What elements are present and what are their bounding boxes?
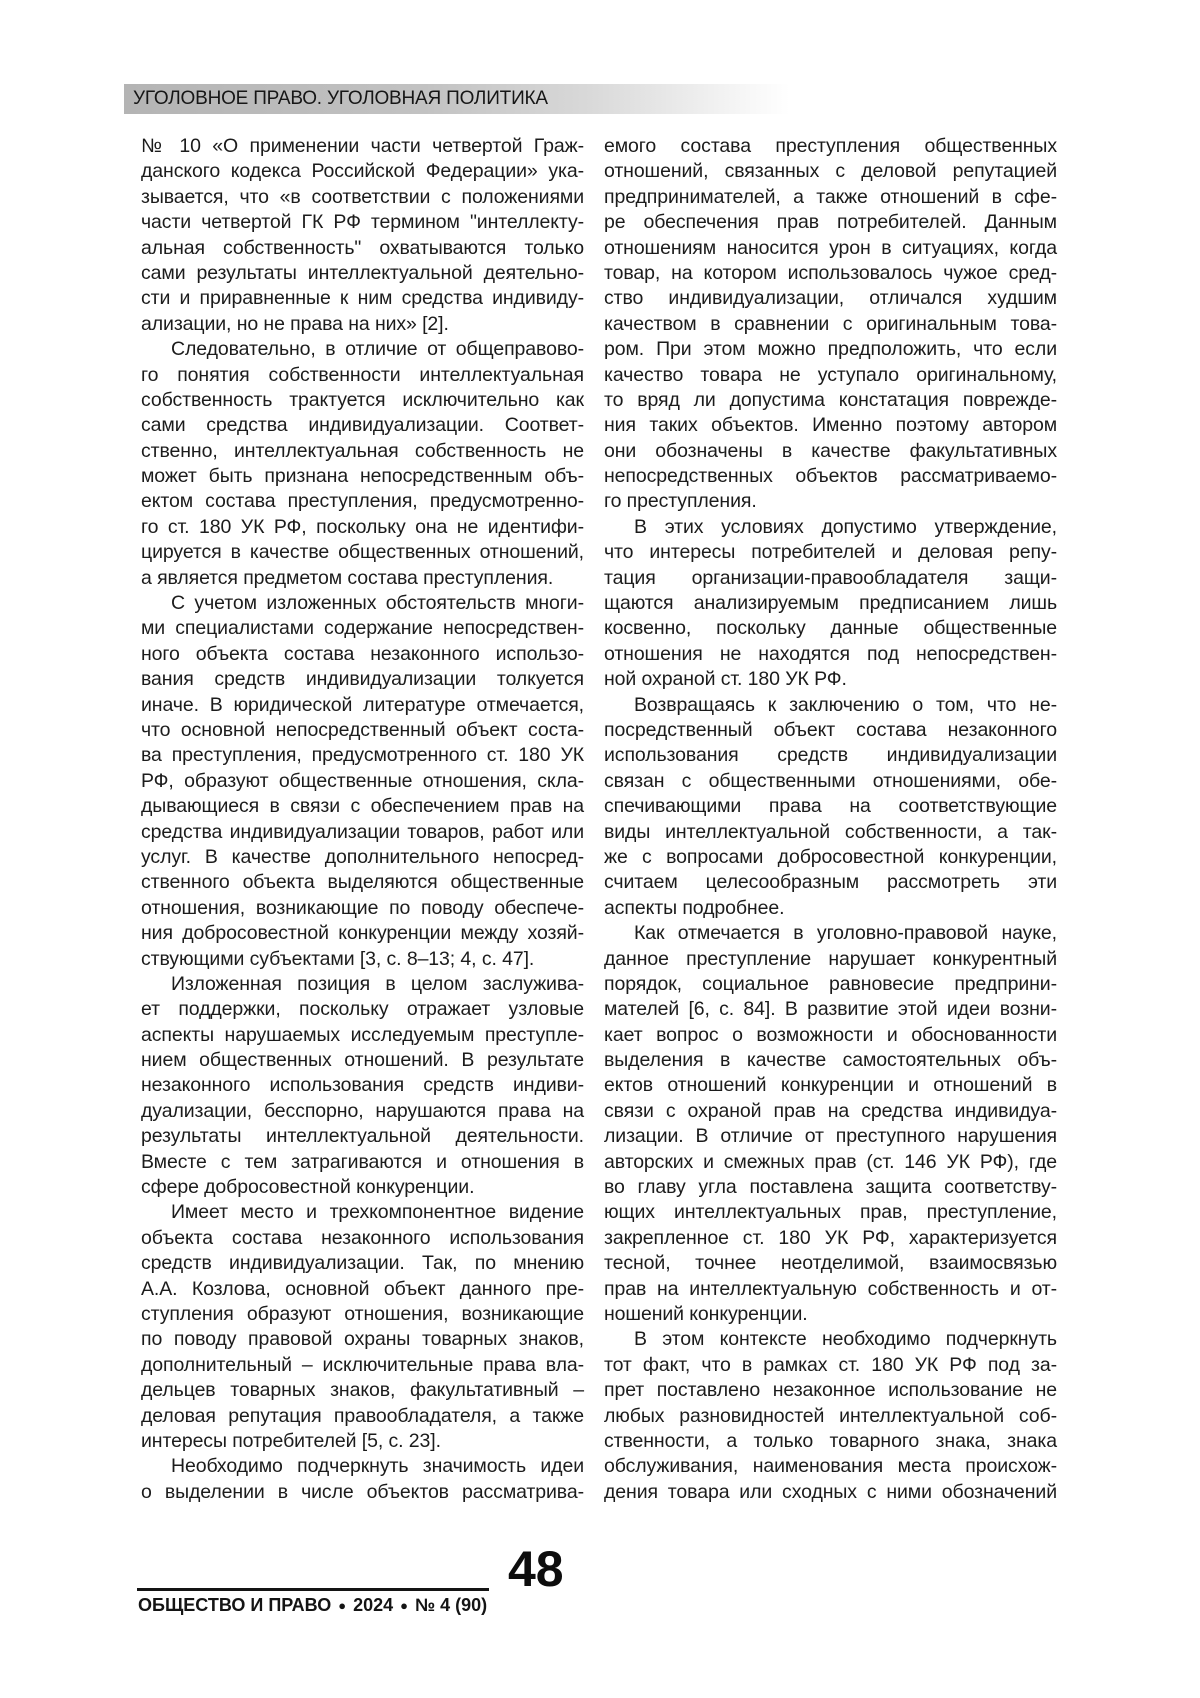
text-line: использования средств индивидуализации <box>604 744 1057 767</box>
journal-footer <box>138 1595 487 1616</box>
paragraph <box>604 921 1057 1327</box>
text-line: щаются анализируемым предписанием лишь <box>604 592 1057 615</box>
text-line: нием общественных отношений. В результате <box>141 1049 584 1072</box>
footer-journal-name: ОБЩЕСТВО И ПРАВО <box>138 1595 332 1615</box>
text-line: аспекты подробнее. <box>604 896 785 919</box>
text-line: Как отмечается в уголовно-правовой науке, <box>634 922 1057 945</box>
text-line: ношений конкуренции. <box>604 1302 808 1325</box>
text-line: результаты интеллектуальной деятельности. <box>141 1125 584 1148</box>
text-line: тот факт, что в рамках ст. 180 УК РФ под за- <box>604 1353 1057 1376</box>
text-line: иначе. В юридической литературе отмечается, <box>141 693 584 716</box>
text-line: ва преступления, предусмотренного ст. 180 УК <box>141 744 584 767</box>
paragraph <box>141 337 584 591</box>
text-line: ступления образуют отношения, возникающие <box>141 1302 584 1325</box>
text-line: ство индивидуализации, отличался худшим <box>604 287 1057 310</box>
text-line: сами средства индивидуализации. Соответ- <box>141 414 584 437</box>
text-line: ектом состава преступления, предусмотренно- <box>141 490 584 513</box>
text-line: что интересы потребителей и деловая репу- <box>604 541 1057 564</box>
text-line: средств индивидуализации. Так, по мнению <box>141 1252 584 1275</box>
text-line: порядок, социальное равновесие предприни- <box>604 972 1057 995</box>
text-line: данное преступление нарушает конкурентный <box>604 947 1057 970</box>
paragraph <box>141 972 584 1201</box>
text-line: дения товара или сходных с ними обозначений <box>604 1480 1057 1503</box>
text-line: услуг. В качестве дополнительного непосред- <box>141 845 584 868</box>
text-line: дельцев товарных знаков, факультативный – <box>141 1379 584 1402</box>
text-column-left <box>141 134 584 1505</box>
text-line: № 10 «О применении части четвертой Граж- <box>141 135 584 157</box>
section-header-band <box>124 84 790 114</box>
text-line: ственности, а только товарного знака, знака <box>604 1429 1057 1452</box>
text-line: ектов отношений конкуренции и отношений в <box>604 1074 1057 1097</box>
text-line: дополнительный – исключительные права вла- <box>141 1353 584 1376</box>
text-line: посредственный объект состава незаконного <box>604 718 1057 741</box>
paragraph <box>604 515 1057 693</box>
text-line: что основной непосредственный объект соста- <box>141 718 584 741</box>
text-line: Возвращаясь к заключению о том, что не- <box>634 693 1057 716</box>
text-line: спечивающими права на соответствующие <box>604 795 1057 818</box>
text-line: вания средств индивидуализации толкуется <box>141 668 584 691</box>
text-line: любых разновидностей интеллектуальной соб- <box>604 1404 1057 1427</box>
text-line: ного объекта состава незаконного использо- <box>141 642 584 665</box>
text-line: цируется в качестве общественных отношений, <box>141 541 584 564</box>
text-line: го ст. 180 УК РФ, поскольку она не идентифи- <box>141 515 584 538</box>
text-line: мателей [6, с. 84]. В развитие этой идеи возни- <box>604 998 1057 1021</box>
text-line: авторских и смежных прав (ст. 146 УК РФ), где <box>604 1150 1057 1173</box>
footer-bullet-icon: ● <box>338 1598 347 1613</box>
text-line: сти и приравненные к ним средства индивиду- <box>141 287 584 310</box>
text-line: Вместе с тем затрагиваются и отношения в <box>141 1150 584 1173</box>
text-line: по поводу правовой охраны товарных знаков, <box>141 1328 584 1351</box>
text-line: закрепленное ст. 180 УК РФ, характеризуется <box>604 1226 1057 1249</box>
text-line: ствующими субъектами [3, с. 8–13; 4, с. 47]. <box>141 947 535 970</box>
text-line: собственность трактуется исключительно как <box>141 388 584 411</box>
text-line: тация организации-правообладателя защи- <box>604 566 1057 589</box>
text-line: кает вопрос о возможности и обоснованности <box>604 1023 1057 1046</box>
text-line: качество товара не уступало оригинальному, <box>604 363 1057 386</box>
paragraph <box>141 1454 584 1505</box>
text-line: а является предметом состава преступления. <box>141 566 554 589</box>
text-line: средства индивидуализации товаров, работ или <box>141 820 584 843</box>
text-line: дывающиеся в связи с обеспечением прав на <box>141 795 584 818</box>
text-line: Изложенная позиция в целом заслужива- <box>171 972 584 995</box>
text-line: С учетом изложенных обстоятельств многи- <box>171 592 584 615</box>
text-line: считаем целесообразным рассмотреть эти <box>604 871 1057 894</box>
text-line: прет поставлено незаконное использование не <box>604 1379 1057 1402</box>
text-line: тесной, точнее неотделимой, взаимосвязью <box>604 1252 1057 1275</box>
text-line: зывается, что «в соответствии с положениями <box>141 185 584 208</box>
paragraph <box>141 1200 584 1454</box>
text-line: во главу угла поставлена защита соответству- <box>604 1176 1057 1199</box>
text-line: отношениям наносится урон в ситуациях, когда <box>604 236 1057 259</box>
footer-bullet-icon: ● <box>400 1598 409 1613</box>
text-line: части четвертой ГК РФ термином "интеллекту- <box>141 211 584 234</box>
text-line: ния добросовестной конкуренции между хозяй- <box>141 922 584 945</box>
text-line: интересы потребителей [5, с. 23]. <box>141 1429 441 1452</box>
text-line: обслуживания, наименования места происхож- <box>604 1455 1057 1478</box>
section-title: УГОЛОВНОЕ ПРАВО. УГОЛОВНАЯ ПОЛИТИКА <box>133 88 548 109</box>
text-line: же с вопросами добросовестной конкуренции, <box>604 845 1057 868</box>
text-line: косвенно, поскольку данные общественные <box>604 617 1057 640</box>
text-line: емого состава преступления общественных <box>604 135 1057 157</box>
footer-year: 2024 <box>353 1595 394 1615</box>
page-number: 48 <box>508 1541 564 1597</box>
paragraph <box>604 134 1057 515</box>
text-line: виды интеллектуальной собственности, а так- <box>604 820 1057 843</box>
text-line: прав на интеллектуальную собственность и от- <box>604 1277 1057 1300</box>
text-line: Имеет место и трехкомпонентное видение <box>171 1201 584 1224</box>
text-line: связан с общественными отношениями, обе- <box>604 769 1057 792</box>
text-line: Следовательно, в отличие от общеправово- <box>171 338 584 361</box>
text-line: они обозначены в качестве факультативных <box>604 439 1057 462</box>
text-line: может быть признана непосредственным объ- <box>141 465 584 488</box>
text-line: связи с охраной прав на средства индивидуа- <box>604 1099 1057 1122</box>
text-line: В этих условиях допустимо утверждение, <box>634 515 1057 538</box>
text-line: отношений, связанных с деловой репутацией <box>604 160 1057 183</box>
paragraph <box>604 693 1057 922</box>
text-line: непосредственных объектов рассматриваемо- <box>604 465 1057 488</box>
text-line: ной охраной ст. 180 УК РФ. <box>604 668 847 691</box>
paragraph <box>604 1327 1057 1505</box>
text-line: незаконного использования средств индиви- <box>141 1074 584 1097</box>
text-line: о выделении в числе объектов рассматрива- <box>141 1480 584 1503</box>
paragraph <box>141 134 584 337</box>
text-line: ет поддержки, поскольку отражает узловые <box>141 998 584 1021</box>
text-line: деловая репутация правообладателя, а также <box>141 1404 584 1427</box>
text-line: данского кодекса Российской Федерации» ука- <box>141 160 584 183</box>
text-line: предпринимателей, а также отношений в сфе- <box>604 185 1057 208</box>
text-column-right <box>604 134 1057 1505</box>
text-line: ре обеспечения прав потребителей. Данным <box>604 211 1057 234</box>
text-line: РФ, образуют общественные отношения, скла- <box>141 769 584 792</box>
text-line: го преступления. <box>604 490 757 513</box>
text-line: товар, на котором использовалось чужое сред- <box>604 261 1057 284</box>
text-line: ром. При этом можно предположить, что если <box>604 338 1057 361</box>
text-line: выделения в качестве самостоятельных объ- <box>604 1049 1057 1072</box>
text-line: отношения, возникающие по поводу обеспече- <box>141 896 584 919</box>
text-line: дуализации, бесспорно, нарушаются права на <box>141 1099 584 1122</box>
text-line: Необходимо подчеркнуть значимость идеи <box>171 1455 584 1478</box>
text-line: ния таких объектов. Именно поэтому автором <box>604 414 1057 437</box>
text-line: то вряд ли допустима констатация поврежде- <box>604 388 1057 411</box>
footer-issue: № 4 (90) <box>415 1595 488 1615</box>
text-line: ющих интеллектуальных прав, преступление, <box>604 1201 1057 1224</box>
text-line: качеством в сравнении с оригинальным това- <box>604 312 1057 335</box>
text-line: ми специалистами содержание непосредствен- <box>141 617 584 640</box>
text-line: сами результаты интеллектуальной деятельно- <box>141 261 584 284</box>
text-line: аспекты нарушаемых исследуемым преступле- <box>141 1023 584 1046</box>
text-line: ализации, но не права на них» [2]. <box>141 312 449 335</box>
text-line: альная собственность" охватываются только <box>141 236 584 259</box>
text-line: сфере добросовестной конкуренции. <box>141 1176 475 1199</box>
paragraph <box>141 591 584 972</box>
footer-divider <box>137 1588 489 1591</box>
text-line: А.А. Козлова, основной объект данного пре- <box>141 1277 584 1300</box>
text-line: ственно, интеллектуальная собственность не <box>141 439 584 462</box>
text-line: объекта состава незаконного использования <box>141 1226 584 1249</box>
text-line: лизации. В отличие от преступного нарушения <box>604 1125 1057 1148</box>
text-line: отношения не находятся под непосредствен- <box>604 642 1057 665</box>
text-line: го понятия собственности интеллектуальная <box>141 363 584 386</box>
text-line: В этом контексте необходимо подчеркнуть <box>634 1328 1057 1351</box>
text-line: ственного объекта выделяются общественные <box>141 871 584 894</box>
